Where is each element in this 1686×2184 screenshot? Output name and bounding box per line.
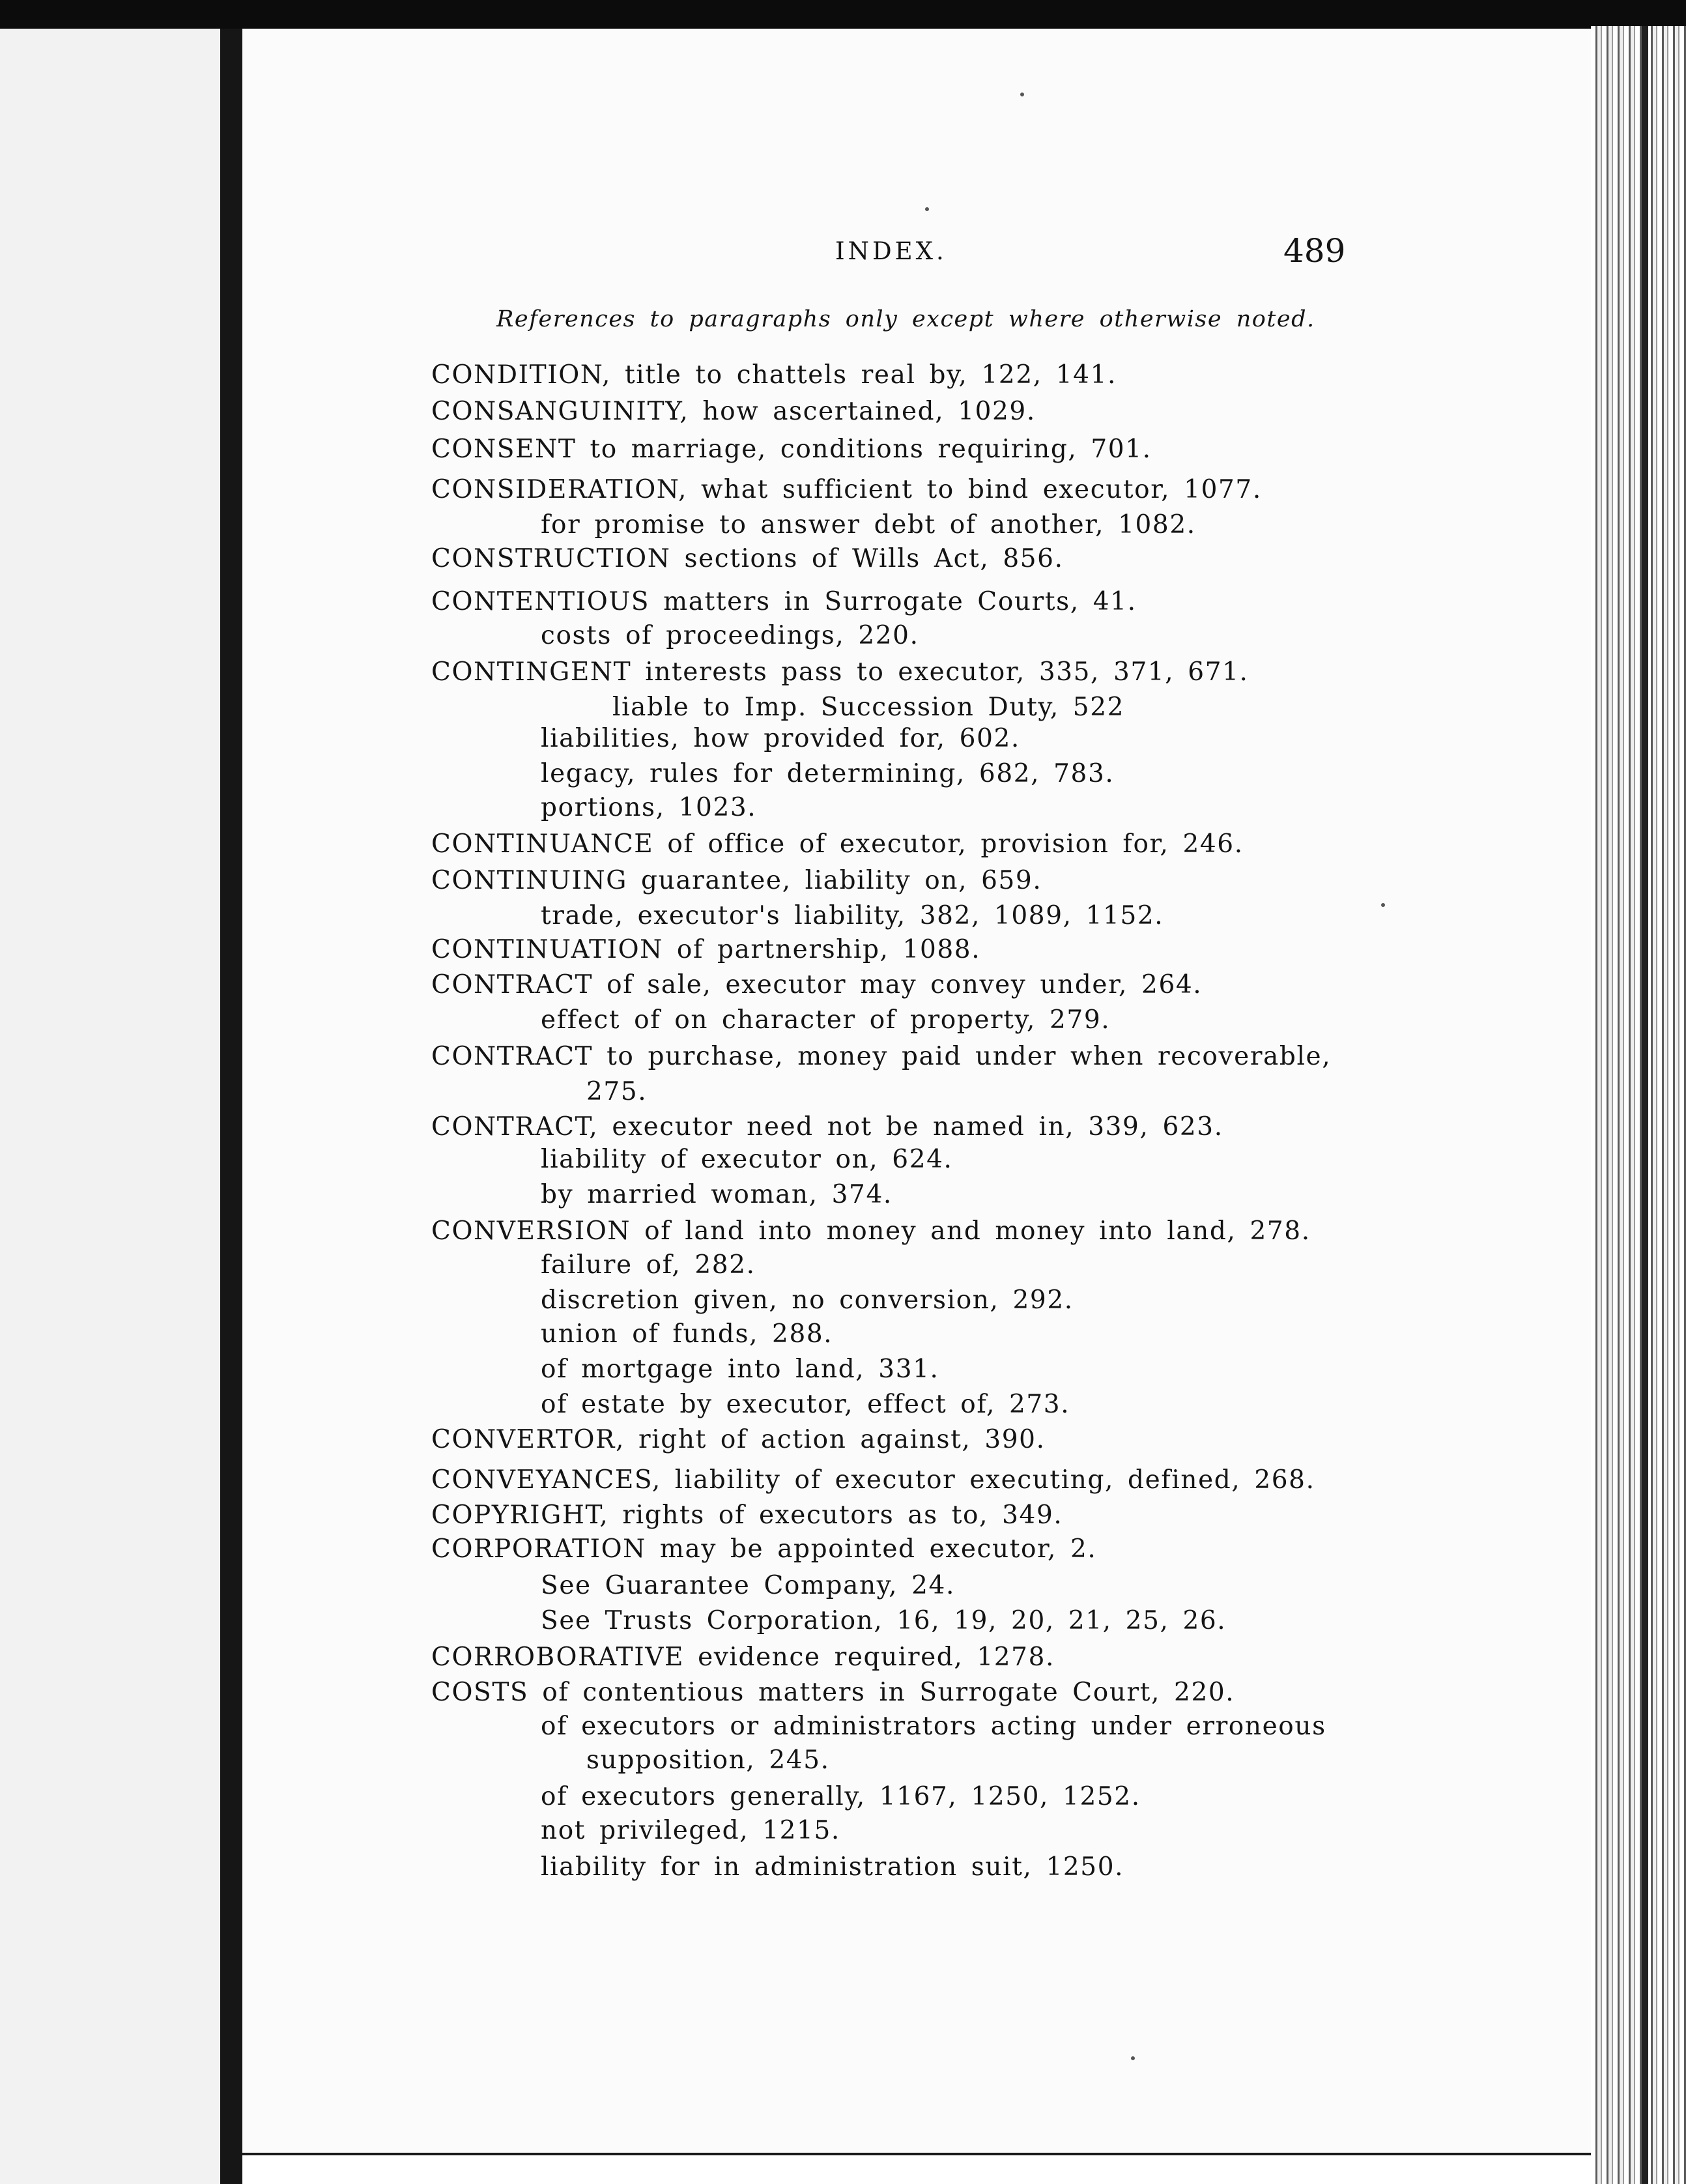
index-subentry: liable to Imp. Succession Duty, 522 [612,693,1125,722]
index-heading-entry: CONVEYANCES, liability of executor executing, defined, 268. [431,1465,1315,1495]
index-subentry: costs of proceedings, 220. [541,621,919,650]
index-subentry: trade, executor's liability, 382, 1089, 1152. [541,901,1164,930]
index-subentry: See Guarantee Company, 24. [541,1571,955,1600]
index-heading-entry: CONTINGENT interests pass to executor, 335, 371, 671. [431,657,1249,687]
index-heading-entry: CORPORATION may be appointed executor, 2. [431,1534,1097,1564]
index-heading-entry: CONTRACT of sale, executor may convey under, 264. [431,970,1203,999]
index-subentry: union of funds, 288. [541,1319,833,1349]
index-subentry: not privileged, 1215. [541,1816,840,1845]
scan-speck [1131,2056,1135,2060]
scan-speck [1381,903,1385,907]
index-subentry: for promise to answer debt of another, 1082. [541,510,1196,539]
index-subentry: effect of on character of property, 279. [541,1005,1111,1035]
scan-speck [1020,93,1024,96]
index-heading-entry: CONSIDERATION, what sufficient to bind executor, 1077. [431,475,1262,504]
index-heading-entry: CONSANGUINITY, how ascertained, 1029. [431,397,1036,426]
index-subentry: liability of executor on, 624. [541,1145,953,1174]
index-heading-entry: CORROBORATIVE evidence required, 1278. [431,1643,1055,1672]
index-heading-entry: CONTINUANCE of office of executor, provision for, 246. [431,829,1244,859]
page-number: 489 [1283,232,1346,270]
running-title: INDEX. [835,237,947,265]
index-heading-entry: CONDITION, title to chattels real by, 122, 141. [431,360,1117,390]
index-subentry: liabilities, how provided for, 602. [541,724,1020,753]
index-heading-entry: CONSENT to marriage, conditions requiring, 701. [431,435,1152,464]
index-heading-entry: CONTRACT to purchase, money paid under when recoverable, [431,1042,1332,1071]
index-heading-entry: CONTRACT, executor need not be named in, 339, 623. [431,1112,1223,1142]
index-heading-entry: COSTS of contentious matters in Surrogate Court, 220. [431,1678,1235,1707]
index-heading-entry: CONTINUING guarantee, liability on, 659. [431,866,1042,895]
index-heading-entry: CONTENTIOUS matters in Surrogate Courts, 41. [431,587,1137,616]
index-subentry: of executors generally, 1167, 1250, 1252. [541,1782,1141,1811]
index-subentry: portions, 1023. [541,793,757,822]
index-subentry: failure of, 282. [541,1250,756,1280]
index-subentry: discretion given, no conversion, 292. [541,1286,1074,1315]
index-heading-entry: CONVERSION of land into money and money into land, 278. [431,1216,1311,1246]
reference-note: References to paragraphs only except where otherwise noted. [496,306,1315,332]
index-subentry: of executors or administrators acting under erroneous [541,1712,1326,1741]
index-subentry: legacy, rules for determining, 682, 783. [541,759,1115,788]
index-subentry: by married woman, 374. [541,1180,893,1209]
scan-speck [925,207,929,211]
index-subentry: of mortgage into land, 331. [541,1355,939,1384]
index-heading-entry: CONVERTOR, right of action against, 390. [431,1425,1046,1454]
index-heading-entry: COPYRIGHT, rights of executors as to, 349. [431,1501,1063,1530]
index-subentry: supposition, 245. [586,1746,830,1775]
index-subentry: 275. [586,1077,648,1106]
index-heading-entry: CONSTRUCTION sections of Wills Act, 856. [431,544,1064,573]
index-subentry: See Trusts Corporation, 16, 19, 20, 21, 25, 26. [541,1606,1227,1635]
index-subentry: liability for in administration suit, 1250. [541,1852,1124,1882]
index-heading-entry: CONTINUATION of partnership, 1088. [431,935,981,964]
index-subentry: of estate by executor, effect of, 273. [541,1390,1070,1419]
